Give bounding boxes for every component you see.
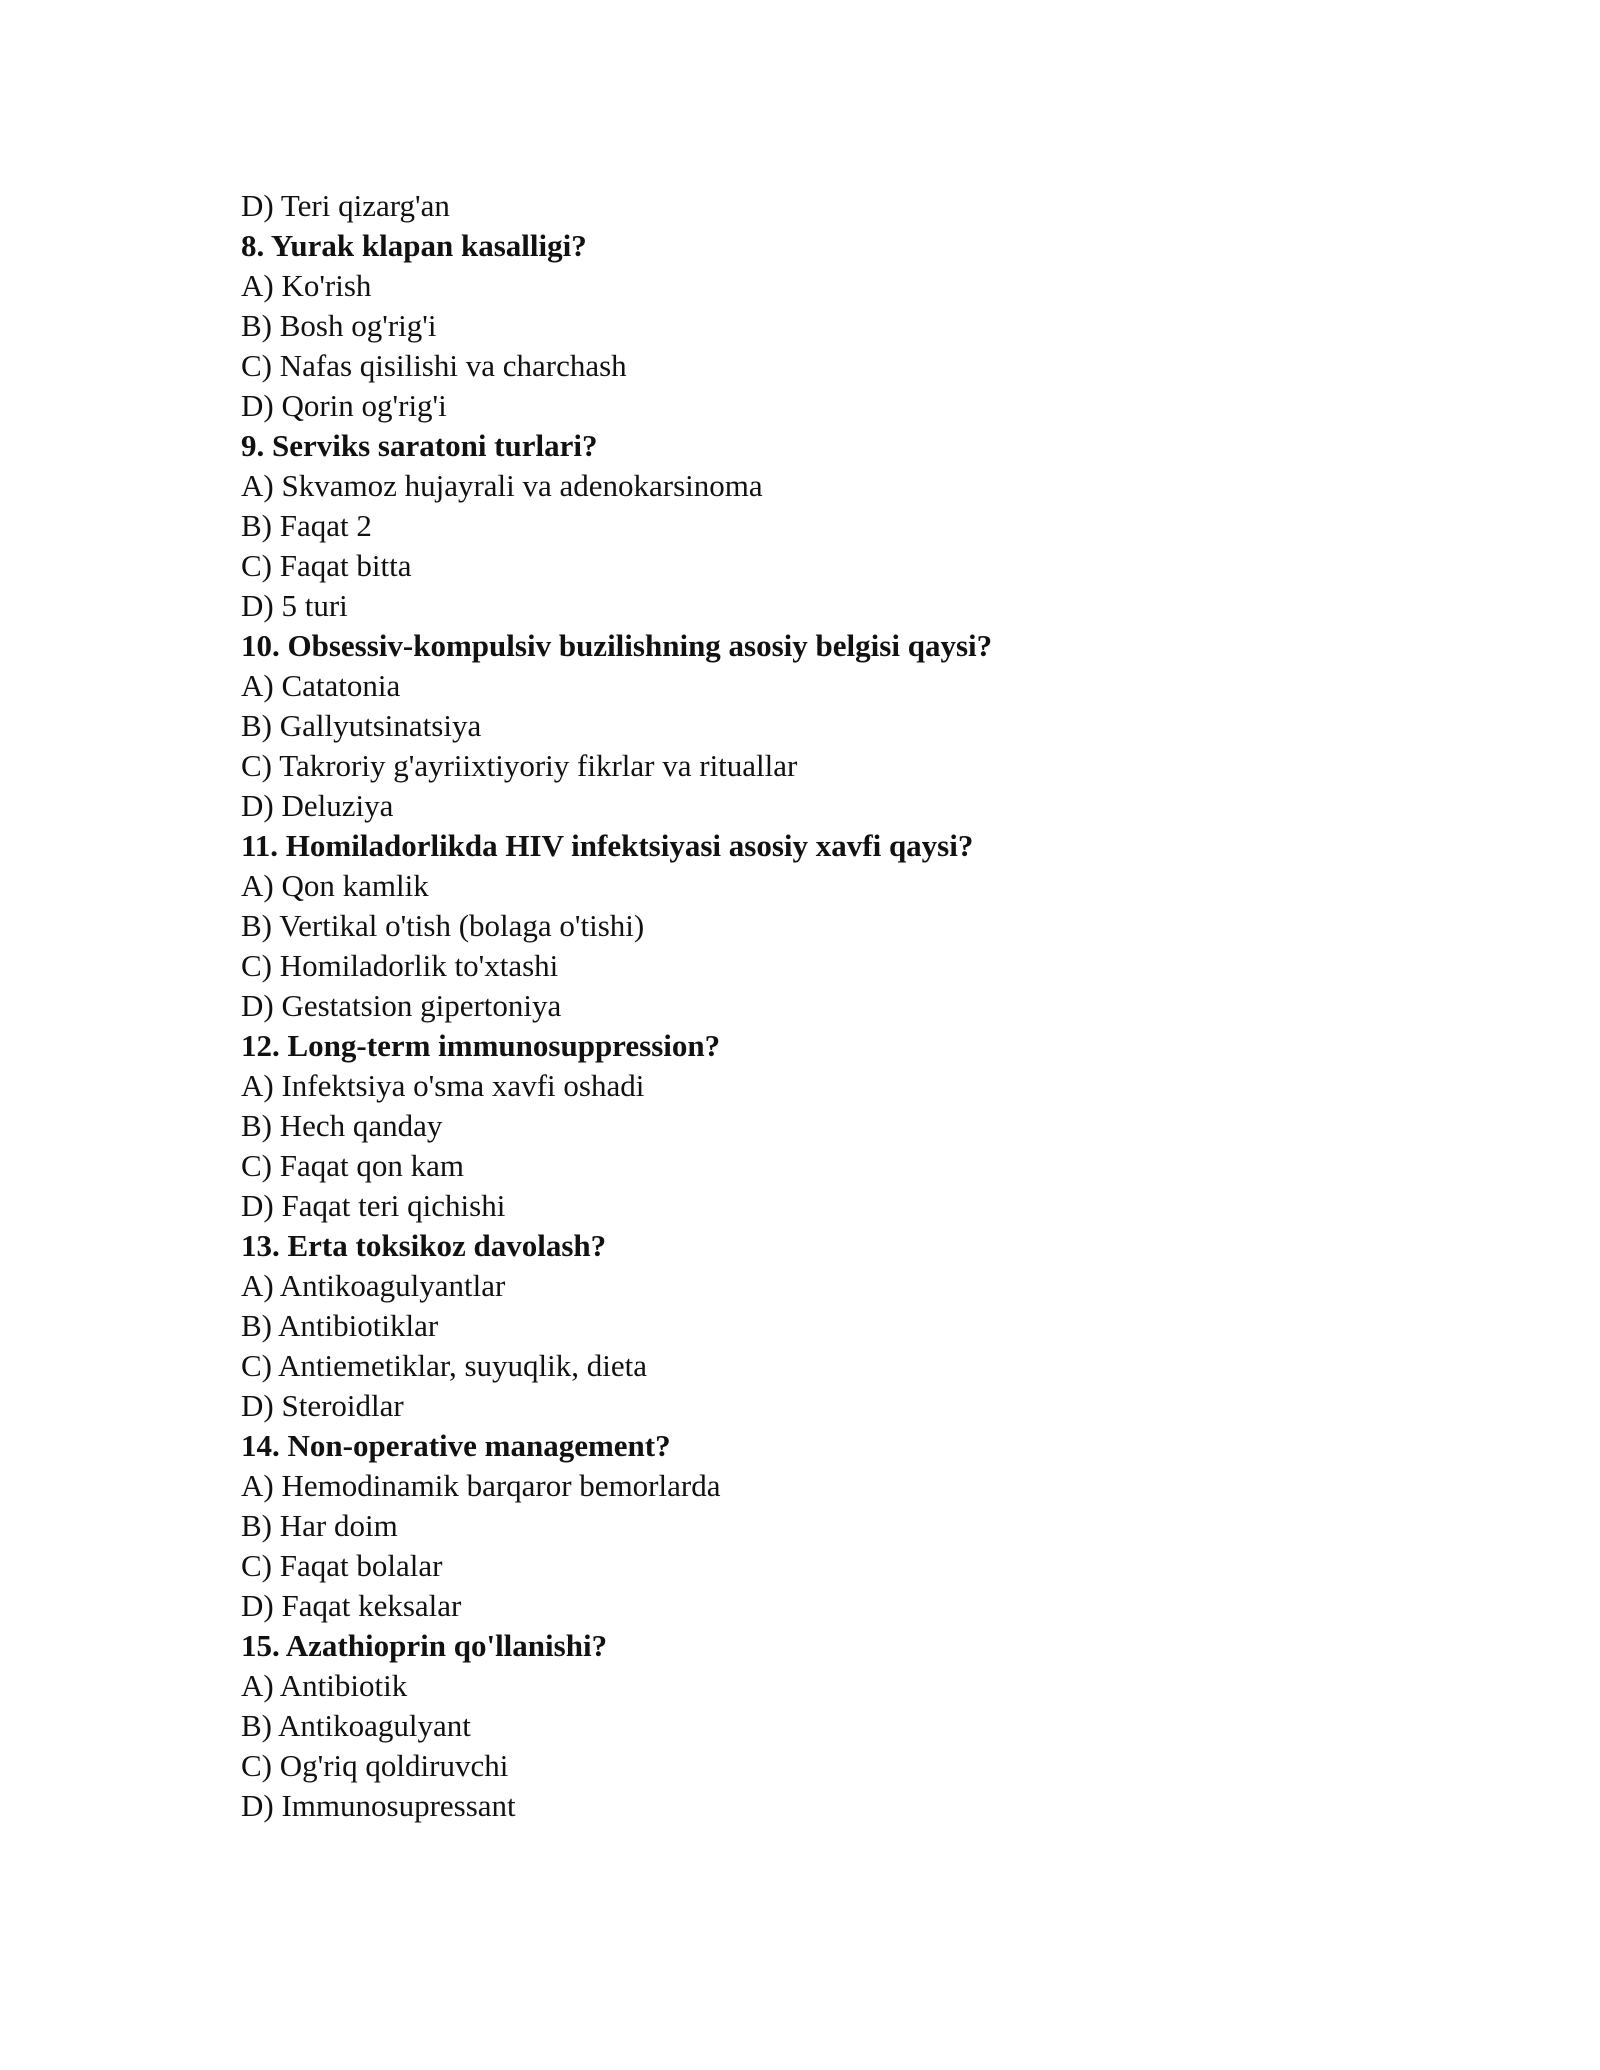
- question-heading: 9. Serviks saratoni turlari?: [241, 428, 598, 463]
- answer-option: D) Deluziya: [241, 788, 394, 823]
- question-heading: 14. Non-operative management?: [241, 1428, 671, 1463]
- answer-option: B) Antikoagulyant: [241, 1708, 471, 1743]
- quiz-content: [241, 186, 1441, 1826]
- question-heading: 11. Homiladorlikda HIV infektsiyasi asosiy xavfi qaysi?: [241, 828, 974, 863]
- answer-option: C) Faqat qon kam: [241, 1148, 464, 1183]
- answer-option: C) Antiemetiklar, suyuqlik, dieta: [241, 1348, 647, 1383]
- answer-option: B) Antibiotiklar: [241, 1308, 439, 1343]
- answer-option: B) Bosh og'rig'i: [241, 308, 437, 343]
- question-heading: 8. Yurak klapan kasalligi?: [241, 228, 587, 263]
- question-heading: 15. Azathioprin qo'llanishi?: [241, 1628, 608, 1663]
- answer-option: C) Takroriy g'ayriixtiyoriy fikrlar va rituallar: [241, 748, 798, 783]
- answer-option: D) Faqat keksalar: [241, 1588, 462, 1623]
- answer-option: A) Hemodinamik barqaror bemorlarda: [241, 1468, 721, 1503]
- answer-option: D) Steroidlar: [241, 1388, 404, 1423]
- answer-option: A) Skvamoz hujayrali va adenokarsinoma: [241, 468, 763, 503]
- answer-option: B) Faqat 2: [241, 508, 372, 543]
- answer-option: A) Ko'rish: [241, 268, 372, 303]
- question-heading: 13. Erta toksikoz davolash?: [241, 1228, 607, 1263]
- question-heading: 12. Long-term immunosuppression?: [241, 1028, 721, 1063]
- answer-option: C) Faqat bitta: [241, 548, 412, 583]
- answer-option: C) Faqat bolalar: [241, 1548, 443, 1583]
- answer-option: C) Nafas qisilishi va charchash: [241, 348, 627, 383]
- answer-option: D) Qorin og'rig'i: [241, 388, 447, 423]
- question-heading: 10. Obsessiv-kompulsiv buzilishning asosiy belgisi qaysi?: [241, 628, 993, 663]
- answer-option: A) Qon kamlik: [241, 868, 429, 903]
- answer-option: A) Antikoagulyantlar: [241, 1268, 506, 1303]
- answer-option: A) Catatonia: [241, 668, 401, 703]
- answer-option: B) Hech qanday: [241, 1108, 443, 1143]
- answer-option: D) Faqat teri qichishi: [241, 1188, 506, 1223]
- answer-option: D) Teri qizarg'an: [241, 188, 450, 223]
- answer-option: B) Vertikal o'tish (bolaga o'tishi): [241, 908, 645, 943]
- answer-option: D) Gestatsion gipertoniya: [241, 988, 562, 1023]
- answer-option: B) Har doim: [241, 1508, 398, 1543]
- answer-option: B) Gallyutsinatsiya: [241, 708, 482, 743]
- answer-option: D) 5 turi: [241, 588, 348, 623]
- answer-option: A) Infektsiya o'sma xavfi oshadi: [241, 1068, 645, 1103]
- answer-option: A) Antibiotik: [241, 1668, 408, 1703]
- answer-option: D) Immunosupressant: [241, 1788, 516, 1823]
- answer-option: C) Og'riq qoldiruvchi: [241, 1748, 509, 1783]
- answer-option: C) Homiladorlik to'xtashi: [241, 948, 559, 983]
